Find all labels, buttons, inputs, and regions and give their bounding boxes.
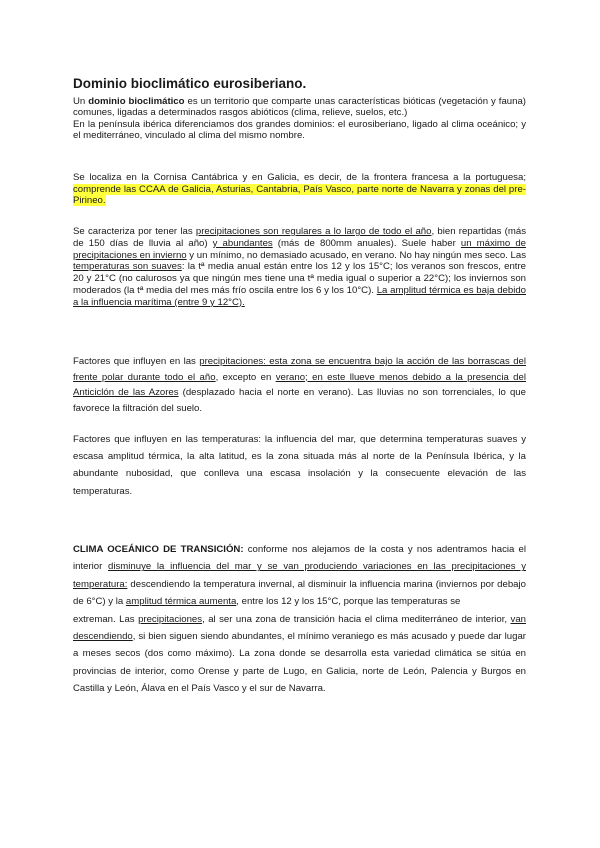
- underlined-text: temperaturas son suaves: [73, 261, 182, 273]
- text: descendiendo la temperatura invernal, al disminuir la influencia marina (inviernos por debajo de 6°C) y la: [73, 578, 526, 608]
- underlined-text: La amplitud térmica es baja debido a la influencia marítima (entre 9 y 12°C).: [73, 284, 526, 308]
- underlined-text: un máximo de precipitaciones en invierno: [73, 237, 527, 261]
- paragraph-precipitation-factors: [73, 354, 526, 416]
- text: , entre los 12 y los 15°C, porque las temperaturas se: [236, 596, 461, 608]
- text: Factores que influyen en las temperaturas: la influencia del mar, que determina temperaturas suaves y escasa amplitud térmica, la alta latitud, es la zona situada más al norte de la Península Ibérica, y la abundante nubosidad, que conlleva una escasa insolación y la consecuente elevación de las temperaturas.: [73, 434, 526, 497]
- paragraph-location: [73, 172, 526, 207]
- underlined-text: precipitaciones: [138, 613, 203, 625]
- paragraph-transition-climate: [73, 541, 526, 698]
- text: (más de 800mm anuales). Suele haber: [272, 237, 461, 249]
- text: , al ser una zona de transición hacia el clima mediterráneo de interior,: [202, 613, 511, 625]
- underlined-text: y abundantes: [212, 237, 273, 249]
- document-title: Dominio bioclimático eurosiberiano.: [73, 76, 307, 91]
- text: conforme nos alejamos de la costa y nos adentramos hacia el interior: [73, 544, 526, 573]
- text: Un: [73, 96, 89, 107]
- paragraph-characteristics: [73, 226, 526, 309]
- underlined-text: verano; en este llueve menos debido a la presencia del Anticiclón de las Azores: [73, 371, 526, 399]
- underlined-text: precipitaciones: esta zona se encuentra bajo la acción de las borrascas del frente polar durante todo el año: [73, 356, 526, 383]
- paragraph-temperature-factors: [73, 431, 526, 500]
- highlighted-text: comprende las CCAA de Galicia, Asturias, Cantabria, País Vasco, parte norte de Navarra y zonas del pre-Pirineo.: [73, 183, 526, 207]
- text: extreman. Las: [73, 613, 139, 625]
- text: , excepto en: [215, 371, 276, 383]
- text: Factores que influyen en las: [73, 356, 200, 367]
- text: En la península ibérica diferenciamos dos grandes dominios: el eurosiberiano, ligado al clima oceánico; y el mediterráneo, vinculado al clima del mismo nombre.: [73, 118, 526, 142]
- text: Se localiza en la Cornisa Cantábrica y en Galicia, es decir, de la frontera francesa a la portuguesa;: [73, 172, 526, 183]
- underlined-text: van descendiendo: [73, 613, 526, 643]
- bold-term: dominio bioclimático: [88, 96, 185, 107]
- text: (desplazado hacia el norte en verano). Las lluvias no son torrenciales, lo que favorece la filtración del suelo.: [73, 387, 526, 414]
- text: , si bien siguen siendo abundantes, el mínimo veraniego es más acusado y puede dar lugar a meses secos (dos como máximo). La zona donde se desarrolla esta variedad climática se sitúa en provincias de interior, como Orense y parte de Lugo, en Galicia, norte de León, Palencia y Burgos en Castilla y León, Álava en el País Vasco y el sur de Navarra.: [73, 631, 526, 695]
- text: , bien repartidas (más de 150 días de lluvia al año): [73, 226, 526, 249]
- text: : la tª media anual están entre los 12 y los 15°C; los veranos son frescos, entre 20 y 21°C (no calurosos ya que ningún mes tiene una tª media igual o superior a 22°C); los inviernos son moderados (la tª media del mes más frío oscila entre los 6 y los 10°C).: [73, 261, 526, 296]
- underlined-text: disminuye la influencia del mar y se van produciendo variaciones en las precipitaciones y temperatura:: [73, 561, 526, 590]
- text: es un territorio que comparte unas características bióticas (vegetación y fauna) comunes, ligadas a determinados rasgos abióticos (clima, relieve, suelos, etc.): [73, 96, 526, 119]
- section-heading: CLIMA OCEÁNICO DE TRANSICIÓN:: [73, 544, 244, 555]
- underlined-text: amplitud térmica aumenta: [125, 596, 237, 608]
- underlined-text: precipitaciones son regulares a lo largo de todo el año: [195, 226, 432, 237]
- text: Se caracteriza por tener las: [73, 226, 196, 237]
- paragraph-definition: [73, 96, 526, 142]
- text: y un mínimo, no demasiado acusado, en verano. No hay ningún mes seco. Las: [186, 249, 526, 261]
